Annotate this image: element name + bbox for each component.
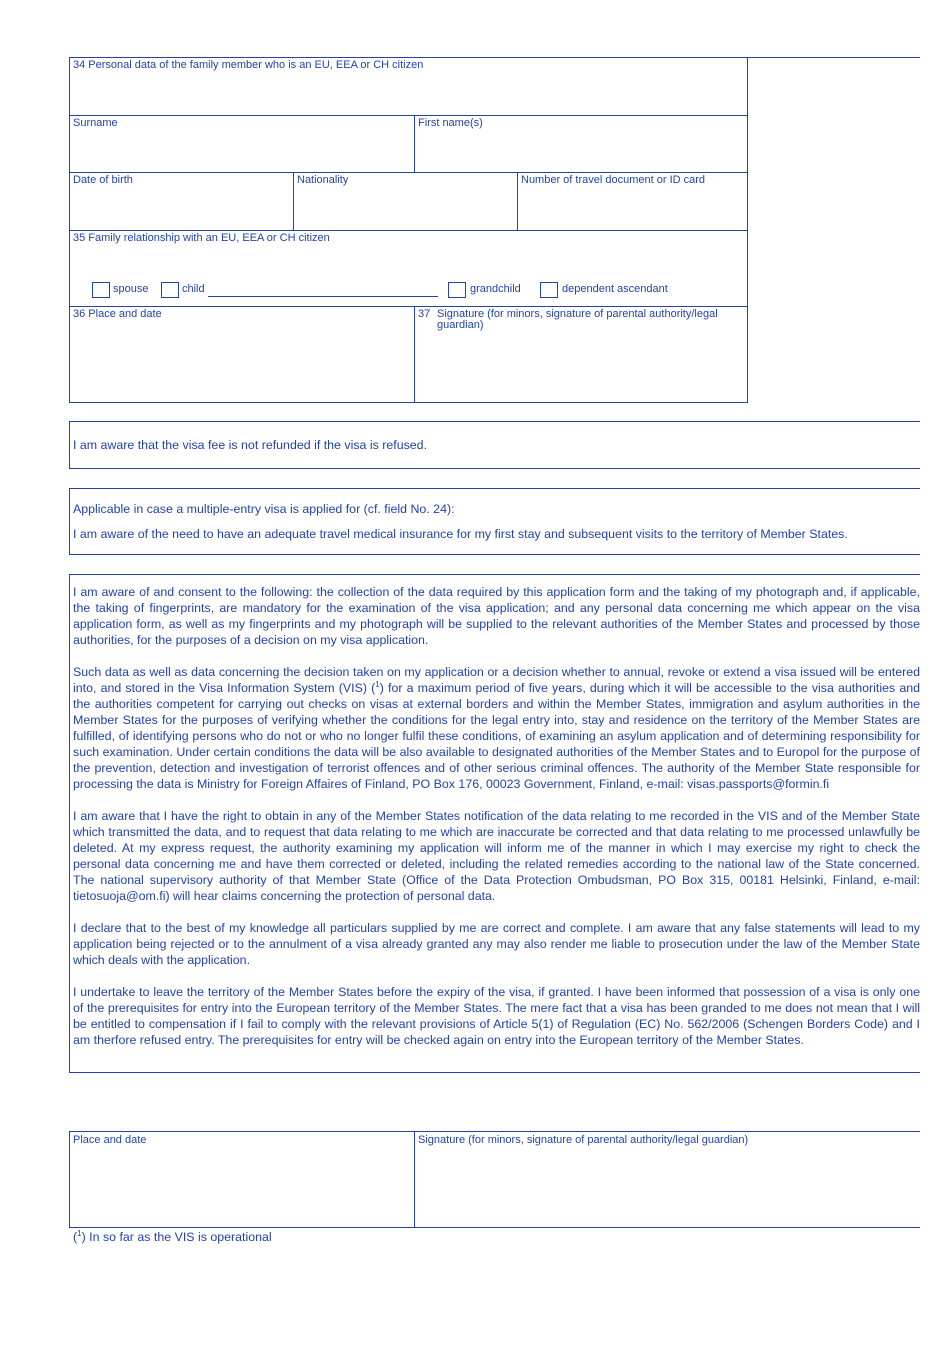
date-of-birth-label: Date of birth — [73, 174, 133, 186]
footnote-marker: 1 — [77, 1228, 82, 1238]
place-and-date-field[interactable] — [74, 1150, 410, 1223]
footnote-text: ) In so far as the VIS is operational — [81, 1230, 272, 1244]
fee-notice-text: I am aware that the visa fee is not refunded if the visa is refused. — [73, 438, 428, 452]
place-date-field-36[interactable] — [74, 325, 410, 398]
field-37-number: 37 — [418, 308, 431, 320]
spouse-checkbox[interactable] — [92, 282, 110, 298]
surname-label: Surname — [73, 117, 118, 129]
multiple-entry-heading: Applicable in case a multiple-entry visa is applied for (cf. field No. 24): — [73, 502, 455, 516]
signature-field-37[interactable] — [419, 336, 743, 398]
nationality-field[interactable] — [298, 189, 513, 226]
surname-field[interactable] — [74, 132, 410, 168]
medical-insurance-text: I am aware of the need to have an adequate travel medical insurance for my first stay and subsequent visits to the territory of Member States. — [73, 527, 848, 541]
dependent-ascendant-label: dependent ascendant — [562, 283, 668, 295]
dependent-ascendant-checkbox[interactable] — [540, 282, 558, 298]
declaration-consent-paragraph: I am aware of and consent to the following: the collection of the data required by this application form and the taking of my photograph and, if applicable, the taking of fingerprints, are mandatory for the examination of the visa application; and any personal data concerning me which appear on the visa application form, as well as my fingerprints and my photograph will be supplied to the relevant authorities of the Member States and processed by those authorities, for the purposes of a decision on my visa application. — [73, 585, 920, 647]
travel-document-label: Number of travel document or ID card — [521, 174, 706, 186]
grandchild-label: grandchild — [470, 283, 521, 295]
child-checkbox[interactable] — [161, 282, 179, 298]
travel-document-field[interactable] — [522, 189, 743, 226]
field-36-title: 36 Place and date — [73, 308, 162, 320]
date-of-birth-field[interactable] — [74, 189, 289, 226]
place-and-date-label: Place and date — [73, 1134, 147, 1146]
vis-text-after: ) for a maximum period of five years, during which it will be accessible to the visa authorities and the authorities competent for carrying out checks on visas at external borders and within the Member States, immigration and asylum authorities in the Member States for the purposes of verifying whether the conditions for the legal entry into, stay and residence on the territory of the Member States are fulfilled, of identifying persons who do not or who no longer fulfil these conditions, of examining an asylum application and of determining responsibility for such examination. Under certain conditions the data will be also available to designated authorities of the Member States and to Europol for the purpose of the prevention, detection and investigation of terrorist offences and of other serious criminal offences. The authority of the Member State responsible for processing the data is Ministry for Foreign Affaires of Finland, PO Box 176, 00023 Government, Finland, e-mail: visas.passports@formin.fi — [73, 681, 921, 791]
footnote-open: ( — [73, 1230, 78, 1244]
field-34-title: 34 Personal data of the family member who is an EU, EEA or CH citizen — [73, 59, 424, 71]
footnote-ref: 1 — [375, 679, 380, 689]
signature-field[interactable] — [419, 1150, 916, 1223]
vis-text-before: Such data as well as data concerning the decision taken on my application or a decision whether to annual, revoke or extend a visa issued will be entered into, and stored in the Visa Information System (VIS) ( — [73, 665, 920, 695]
child-label: child — [182, 283, 205, 295]
first-name-field[interactable] — [419, 132, 743, 168]
field-35-title: 35 Family relationship with an EU, EEA or CH citizen — [73, 232, 330, 244]
signature-label: Signature (for minors, signature of parental authority/legal guardian) — [418, 1134, 749, 1146]
declaration-truth-paragraph: I declare that to the best of my knowledge all particulars supplied by me are correct and complete. I am aware that any false statements will lead to my application being rejected or to the annulment of a visa already granted any may also render me liable to prosecution under the law of the Member State which deals with the application. — [73, 921, 920, 967]
first-name-label: First name(s) — [418, 117, 483, 129]
field-37-title: Signature (for minors, signature of parental authority/legal guardian) — [437, 308, 718, 331]
nationality-label: Nationality — [297, 174, 349, 186]
footnote — [73, 1230, 272, 1244]
declaration-vis-paragraph — [73, 664, 920, 792]
grandchild-checkbox[interactable] — [448, 282, 466, 298]
declaration-rights-paragraph: I am aware that I have the right to obtain in any of the Member States notification of the data relating to me recorded in the VIS and of the Member State which transmitted the data, and to request that data relating to me which are inaccurate be corrected and that data relating to me processed unlawfully be deleted. At my express request, the authority examining my application will inform me of the manner in which I may exercise my right to check the personal data concerning me and have them corrected or deleted, including the related remedies according to the national law of the State concerned. The national supervisory authority of that Member State (Office of the Data Protection Ombudsman, PO Box 315, 00181 Helsinki, Finland, e-mail: tietosuoja@om.fi) will hear claims concerning the protection of personal data. — [73, 809, 920, 903]
declaration-undertaking-paragraph: I undertake to leave the territory of the Member States before the expiry of the visa, if granted. I have been informed that possession of a visa is only one of the prerequisites for entry into the European territory of the Member States. The mere fact that a visa has been granded to me does not mean that I will be entitled to compensation if I fail to comply with the relevant provisions of Article 5(1) of Regulation (EC) No. 562/2006 (Schengen Borders Code) and I am therfore refused entry. The prerequisites for entry will be checked again on entry into the European territory of the Member States. — [73, 985, 920, 1047]
spouse-label: spouse — [113, 283, 149, 295]
other-relationship-field[interactable] — [208, 283, 438, 297]
